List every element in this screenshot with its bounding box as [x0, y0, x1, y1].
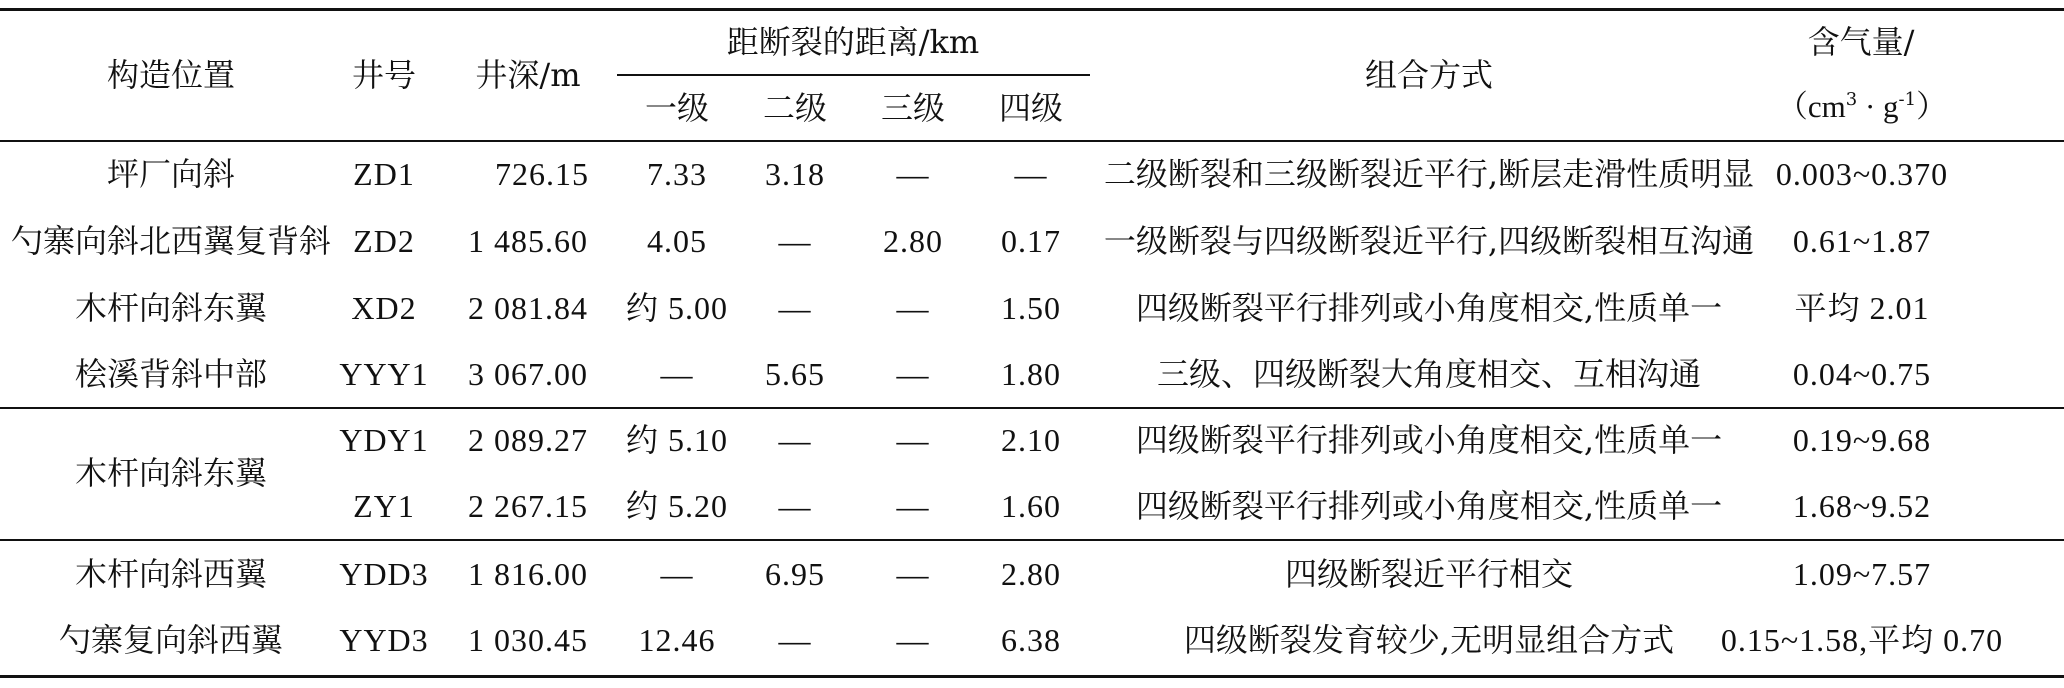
- row7-depth: 1 816.00: [468, 556, 588, 592]
- top-rule: [0, 8, 2064, 11]
- row2-level3: 2.80: [883, 223, 943, 259]
- row1-well: ZD1: [353, 156, 415, 192]
- row4-level2: 5.65: [765, 356, 825, 392]
- row5-level2: —: [778, 422, 812, 458]
- row2-combination: 一级断裂与四级断裂近平行,四级断裂相互沟通: [1103, 222, 1755, 260]
- row1-combination: 二级断裂和三级断裂近平行,断层走滑性质明显: [1103, 155, 1755, 193]
- row1-position: 坪厂向斜: [106, 155, 236, 193]
- row8-position: 勺寨复向斜西翼: [58, 621, 284, 659]
- row8-gas: 0.15~1.58,平均 0.70: [1720, 622, 2004, 658]
- row3-position: 木杆向斜东翼: [74, 289, 268, 327]
- row6-depth: 2 267.15: [468, 488, 588, 524]
- header-combination: 组合方式: [1364, 56, 1494, 94]
- row3-level2: —: [778, 290, 812, 326]
- row4-position: 桧溪背斜中部: [74, 355, 268, 393]
- row6-level2: —: [778, 488, 812, 524]
- row5-level4: 2.10: [1001, 422, 1061, 458]
- row6-combination: 四级断裂平行排列或小角度相交,性质单一: [1135, 487, 1723, 525]
- group-rule-1: [0, 407, 2064, 409]
- gas-unit-sup2: -1: [1898, 89, 1917, 110]
- row3-well: XD2: [351, 290, 417, 326]
- bottom-rule: [0, 675, 2064, 678]
- row4-depth: 3 067.00: [468, 356, 588, 392]
- row4-level4: 1.80: [1001, 356, 1061, 392]
- row2-depth: 1 485.60: [468, 223, 588, 259]
- row6-level3: —: [896, 488, 930, 524]
- header-position: 构造位置: [106, 56, 236, 94]
- row7-level3: —: [896, 556, 930, 592]
- header-level1: 一级: [644, 89, 710, 127]
- row8-well: YYD3: [339, 622, 429, 658]
- row8-level3: —: [896, 622, 930, 658]
- header-depth: 井深/m: [475, 56, 581, 94]
- gas-unit-close: ）: [1916, 89, 1948, 124]
- header-bottom-rule: [0, 140, 2064, 142]
- row1-level4: —: [1014, 156, 1048, 192]
- row3-level4: 1.50: [1001, 290, 1061, 326]
- row8-depth: 1 030.45: [468, 622, 588, 658]
- row1-depth: 726.15: [495, 156, 589, 192]
- row3-level1: 约 5.00: [625, 290, 729, 326]
- header-gas-unit: [1777, 90, 1947, 122]
- row7-well: YDD3: [339, 556, 429, 592]
- row7-level2: 6.95: [765, 556, 825, 592]
- row8-level4: 6.38: [1001, 622, 1061, 658]
- row5-level3: —: [896, 422, 930, 458]
- row2-well: ZD2: [353, 223, 415, 259]
- row4-level3: —: [896, 356, 930, 392]
- row1-level1: 7.33: [647, 156, 707, 192]
- row1-level2: 3.18: [765, 156, 825, 192]
- row7-combination: 四级断裂近平行相交: [1284, 555, 1574, 593]
- header-distance-group: 距断裂的距离/km: [726, 23, 980, 61]
- row5-position: 木杆向斜东翼: [74, 454, 268, 492]
- row7-level1: —: [660, 556, 694, 592]
- row1-level3: —: [896, 156, 930, 192]
- row7-level4: 2.80: [1001, 556, 1061, 592]
- row4-well: YYY1: [339, 356, 429, 392]
- row2-level4: 0.17: [1001, 223, 1061, 259]
- row3-depth: 2 081.84: [468, 290, 588, 326]
- row5-well: YDY1: [339, 422, 429, 458]
- header-level3: 三级: [880, 89, 946, 127]
- gas-unit-sup1: 3: [1845, 89, 1858, 110]
- subheader-rule: [617, 74, 1090, 76]
- row7-gas: 1.09~7.57: [1792, 556, 1932, 592]
- row6-level1: 约 5.20: [625, 488, 729, 524]
- header-gas-content: 含气量/: [1807, 23, 1915, 61]
- row2-level1: 4.05: [647, 223, 707, 259]
- row5-combination: 四级断裂平行排列或小角度相交,性质单一: [1135, 421, 1723, 459]
- row8-level2: —: [778, 622, 812, 658]
- row5-level1: 约 5.10: [625, 422, 729, 458]
- row8-combination: 四级断裂发育较少,无明显组合方式: [1183, 621, 1675, 659]
- row3-combination: 四级断裂平行排列或小角度相交,性质单一: [1135, 289, 1723, 327]
- group-rule-2: [0, 539, 2064, 541]
- header-level4: 四级: [998, 89, 1064, 127]
- row2-level2: —: [778, 223, 812, 259]
- row6-level4: 1.60: [1001, 488, 1061, 524]
- row2-position: 勺寨向斜北西翼复背斜: [10, 222, 332, 260]
- row4-gas: 0.04~0.75: [1792, 356, 1932, 392]
- row7-position: 木杆向斜西翼: [74, 555, 268, 593]
- header-well: 井号: [351, 56, 417, 94]
- row3-level3: —: [896, 290, 930, 326]
- row5-depth: 2 089.27: [468, 422, 588, 458]
- row6-well: ZY1: [353, 488, 415, 524]
- row4-level1: —: [660, 356, 694, 392]
- header-level2: 二级: [762, 89, 828, 127]
- gas-unit-open: （cm: [1776, 89, 1846, 124]
- row1-gas: 0.003~0.370: [1775, 156, 1949, 192]
- row3-gas: 平均 2.01: [1794, 290, 1930, 326]
- gas-unit-mid: · g: [1857, 89, 1899, 124]
- row4-combination: 三级、四级断裂大角度相交、互相沟通: [1156, 355, 1702, 393]
- row6-gas: 1.68~9.52: [1792, 488, 1932, 524]
- row2-gas: 0.61~1.87: [1792, 223, 1932, 259]
- row5-gas: 0.19~9.68: [1792, 422, 1932, 458]
- row8-level1: 12.46: [638, 622, 716, 658]
